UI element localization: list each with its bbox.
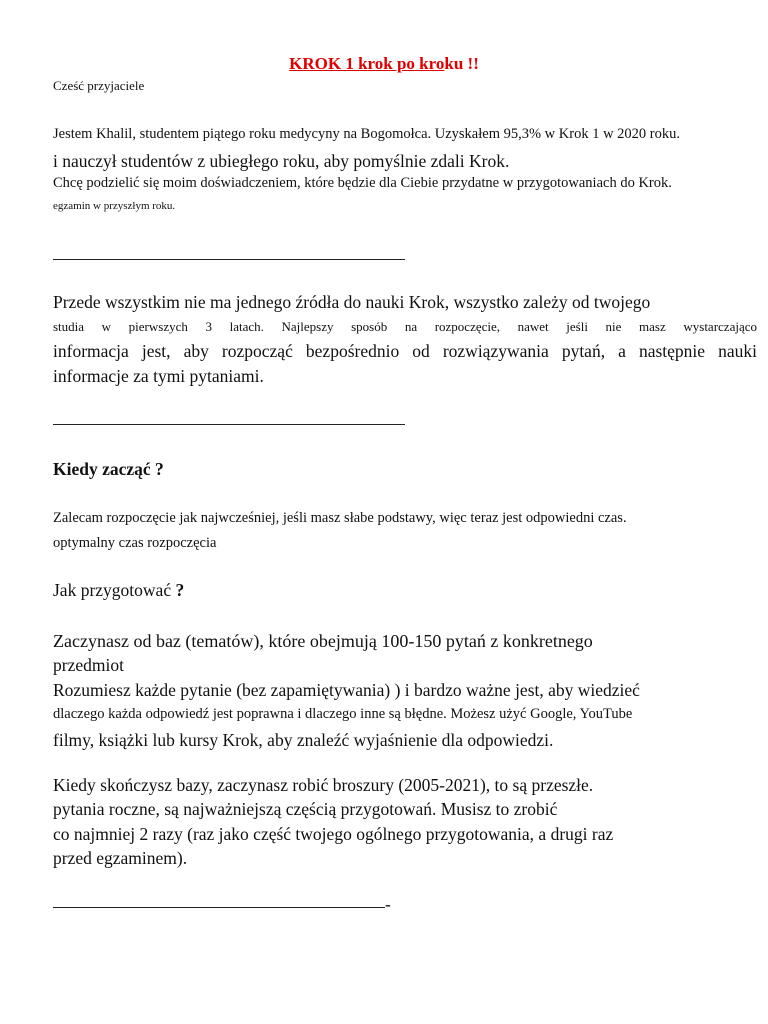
document-title (0, 55, 768, 74)
divider-3 (53, 907, 385, 908)
section1-line-4: informacje za tymi pytaniami. (53, 366, 264, 386)
how-p2-line-2: pytania roczne, są najważniejszą częścią przygotowań. Musisz to zrobić (53, 799, 558, 819)
how-p1-line-5: filmy, książki lub kursy Krok, aby znaleźć wyjaśnienie dla odpowiedzi. (53, 730, 554, 750)
how-p1-line-2: przedmiot (53, 655, 124, 675)
how-p2-line-1: Kiedy skończysz bazy, zaczynasz robić broszury (2005-2021), to są przeszłe. (53, 775, 594, 795)
greeting-line: Cześć przyjaciele (53, 78, 145, 93)
how-heading-text: Jak przygotować (53, 580, 176, 600)
divider-1 (53, 259, 405, 260)
intro-line-3: Chcę podzielić się moim doświadczeniem, które będzie dla Ciebie przydatne w przygotowaniach do Krok. (53, 175, 672, 191)
divider-2 (53, 424, 405, 425)
section1-line-1: Przede wszystkim nie ma jednego źródła do nauki Krok, wszystko zależy od twojego (53, 292, 651, 312)
section1-line-2: studia w pierwszych 3 latach. Najlepszy sposób na rozpoczęcie, nawet jeśli nie masz wystarczająco (53, 319, 757, 334)
how-heading (53, 581, 184, 600)
intro-line-2: i nauczył studentów z ubiegłego roku, aby pomyślnie zdali Krok. (53, 151, 510, 171)
section1-line-3: informacja jest, aby rozpocząć bezpośrednio od rozwiązywania pytań, a następnie nauki (53, 341, 757, 361)
how-p2-line-3: co najmniej 2 razy (raz jako część twojego ogólnego przygotowania, a drugi raz (53, 824, 614, 844)
how-p1-line-4: dlaczego każda odpowiedź jest poprawna i dlaczego inne są błędne. Możesz użyć Google, YouTube (53, 706, 633, 722)
how-heading-mark: ? (175, 580, 185, 600)
how-p1-line-1: Zaczynasz od baz (tematów), które obejmują 100-150 pytań z konkretnego (53, 631, 593, 651)
intro-line-1: Jestem Khalil, studentem piątego roku medycyny na Bogomołca. Uzyskałem 95,3% w Krok 1 w 2020 roku. (53, 126, 681, 142)
title-underlined-part: KROK 1 krok po kro (289, 54, 445, 73)
divider-3-end-mark: - (385, 894, 391, 914)
how-p2-line-4: przed egzaminem). (53, 848, 188, 868)
when-line-2: optymalny czas rozpoczęcia (53, 535, 217, 551)
how-p1-line-3: Rozumiesz każde pytanie (bez zapamiętywania) ) i bardzo ważne jest, aby wiedzieć (53, 680, 640, 700)
title-rest-part: ku !! (444, 54, 479, 73)
intro-line-4: egzamin w przyszłym roku. (53, 200, 176, 212)
when-line-1: Zalecam rozpoczęcie jak najwcześniej, jeśli masz słabe podstawy, więc teraz jest odpowiedni czas. (53, 510, 627, 526)
when-heading: Kiedy zacząć ? (53, 459, 164, 479)
